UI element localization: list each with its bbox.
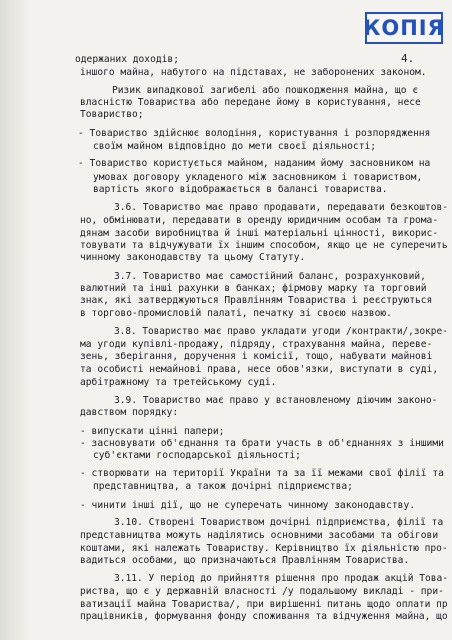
text-line: одержаних доходів; <box>75 54 179 65</box>
page-number: 4. <box>401 52 415 65</box>
text-line: суб'єктами господарської діяльності; <box>93 450 301 462</box>
text-line: 3.6. Товариство має право продавати, передавати безкоштов- <box>114 201 449 213</box>
text-line: Ризик випадкової загибелі або пошкодження майна, що є <box>112 84 419 96</box>
text-line: знак, які затверджуються Правлінням Товариства і реєструються <box>80 295 433 307</box>
copy-stamp: КОПІЯ <box>365 12 443 44</box>
text-line: своїм майном відповідно до мети своєї діяльності; <box>93 140 377 152</box>
text-line: 3.9. Товариство має право у встановленому діючим законо- <box>114 395 438 407</box>
text-line: власністю Товариства або передане йому в користування, несе <box>80 97 421 109</box>
text-line: вадиться особами, що призначаються Правлінням Товариства. <box>80 554 410 566</box>
text-line: - випускати цінні папери; <box>80 425 225 437</box>
text-line: коштами, які належать Товариству. Керівництво їх діяльністю про- <box>80 542 448 554</box>
text-line: валютний та інші рахунки в банках; фірмову марку та торговий <box>80 282 427 294</box>
text-line: ма угоди купівлі-продажу, підряду, страхування майна, переве- <box>80 339 433 351</box>
text-line: - Товариство здійснює володіння, користування і розпорядження <box>78 127 431 139</box>
text-line: 3.8. Товариство має право укладати угоди /контракти/,зокре- <box>114 325 448 337</box>
text-line: умовах договору укладеного між засновником і товариством, <box>93 171 423 183</box>
text-line: 3.11. У період до прийняття рішення про продаж акцій Това- <box>114 573 449 585</box>
text-line: представництва можуть наділятись основними засобами та обігови <box>80 530 439 542</box>
text-line: но, обмінювати, передавати в оренду юридичним особам та грома- <box>80 214 439 226</box>
text-line: Товариство; <box>80 109 144 121</box>
text-line: представництва, а також дочірні підприємства; <box>93 481 353 493</box>
text-line: арбітражному та третейському суді. <box>80 376 277 388</box>
text-line: зень, зберігання, доручення і комісії, тощо, набувати майнові <box>80 351 433 363</box>
text-line: чинному законодавству та цьому Статуту. <box>80 252 306 264</box>
text-line: - чинити інші дії, що не суперечать чинному законодавству. <box>80 499 416 511</box>
text-line: - створювати на території України та за її межами свої філії та <box>80 468 444 480</box>
text-line: іншого майна, набутого на підставах, не заборонених законом. <box>80 67 427 79</box>
text-line: товувати та відчужувати їх іншим способом, якщо це не суперечить <box>80 239 448 251</box>
text-line: вартість якого відображається в балансі товариства. <box>93 183 388 195</box>
text-line: давством порядку: <box>80 407 179 419</box>
text-line: - засновувати об'єднання та брати участь в об'єднаннях з іншими <box>80 438 444 450</box>
text-line: працівників, формування фонду споживання та відчуження майна, що <box>80 611 448 622</box>
text-line: риства, що є у державній власності /у подальшому викладі - при- <box>80 585 444 597</box>
text-line: - Товариство користується майном, наданим йому засновником на <box>78 158 431 170</box>
text-line: в торгово-промисловій палаті, печатку зі своєю назвою. <box>80 308 392 320</box>
text-line: 3.10. Створені Товариством дочірні підприємства, філії та <box>114 517 444 529</box>
text-line: ватизації майна Товариства/, при вирішенні питань щодо оплати пр <box>80 598 448 610</box>
text-line: дянам засоби виробництва й інші матеріальні цінності, викорис- <box>80 227 439 239</box>
text-line: 3.7. Товариство має самостійний баланс, розрахунковий, <box>114 270 426 282</box>
text-line: та особисті немайнові права, несе обов'язки, виступати в суді, <box>80 364 439 376</box>
